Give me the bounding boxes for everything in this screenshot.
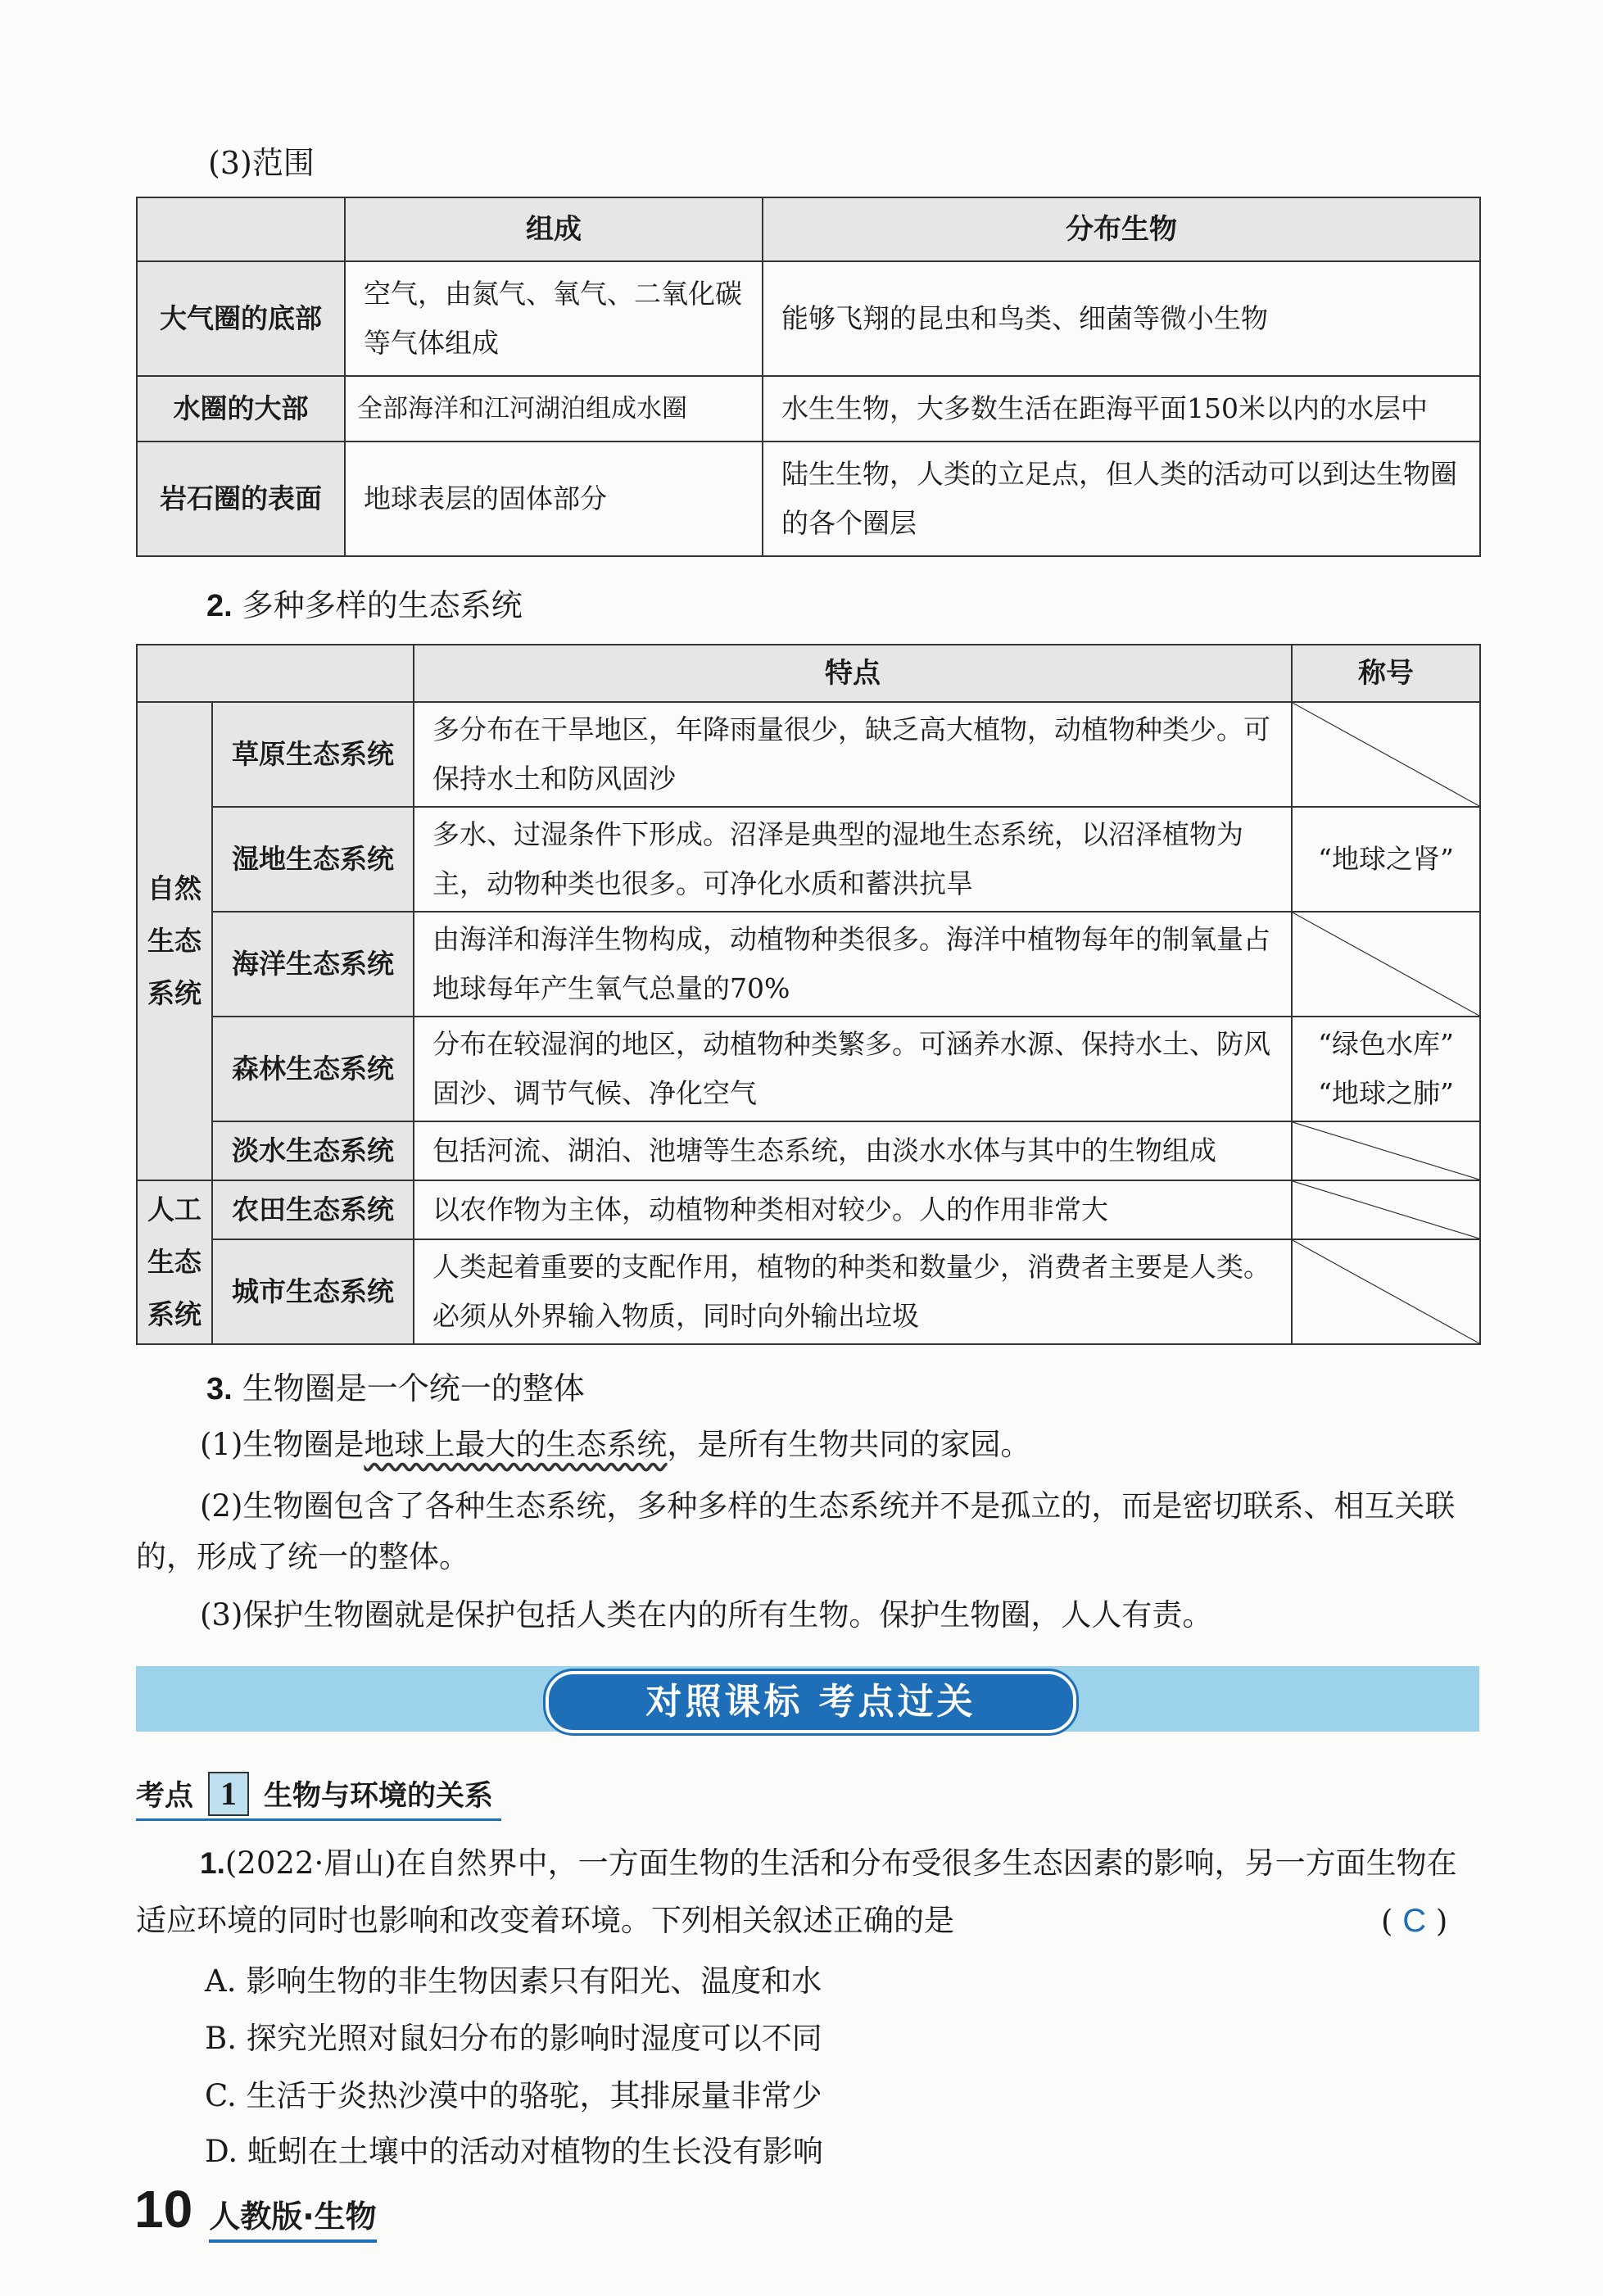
table2-header-blank — [137, 645, 414, 702]
ecosystem-feature: 包括河流、湖泊、池塘等生态系统，由淡水水体与其中的生物组成 — [414, 1121, 1292, 1180]
table1-row-organisms: 能够飞翔的昆虫和鸟类、细菌等微小生物 — [763, 261, 1480, 376]
table1-header-blank — [137, 197, 345, 261]
nickname-line: “绿色水库” — [1318, 1028, 1454, 1060]
category-natural: 自然生态系统 — [137, 702, 212, 1180]
kaodian-number: 1 — [208, 1772, 249, 1816]
p1-suffix: ，是所有生物共同的家园。 — [667, 1427, 1031, 1462]
nickname-empty-cell — [1292, 702, 1480, 807]
section-3-paragraph-2: (2)生物圈包含了各种生态系统，多种多样的生态系统并不是孤立的，而是密切联系、相互关联的，形成了统一的整体。 — [136, 1488, 1456, 1574]
table1-row-name: 水圈的大部 — [137, 376, 345, 442]
section-3-paragraph-1 — [200, 1425, 1030, 1465]
ecosystem-nickname: “地球之肾” — [1292, 807, 1480, 912]
ecosystem-table — [136, 644, 1481, 1345]
table1-row-name: 大气圈的底部 — [137, 261, 345, 376]
p1-emphasis: 地球上最大的生态系统 — [364, 1427, 668, 1462]
nickname-empty-cell — [1292, 1180, 1480, 1239]
table2-header-feature: 特点 — [414, 645, 1292, 702]
ecosystem-name: 海洋生态系统 — [212, 912, 414, 1017]
ecosystem-feature: 多分布在干旱地区，年降雨量很少，缺乏高大植物，动植物种类少。可保持水土和防风固沙 — [414, 702, 1292, 807]
option: A. 影响生物的非生物因素只有阳光、温度和水 — [205, 1963, 822, 1999]
section-2-number: 2. — [206, 589, 233, 623]
table1-row-organisms: 水生生物，大多数生活在距海平面150米以内的水层中 — [763, 376, 1480, 442]
nickname-line: “地球之肺” — [1318, 1077, 1454, 1109]
p1-prefix: (1)生物圈是 — [200, 1427, 365, 1462]
section-3-number: 3. — [206, 1372, 233, 1406]
section-2-text: 多种多样的生态系统 — [242, 587, 523, 623]
option: B. 探究光照对鼠妇分布的影响时湿度可以不同 — [205, 2021, 822, 2056]
table1-row-composition: 全部海洋和江河湖泊组成水圈 — [345, 376, 763, 442]
option: C. 生活于炎热沙漠中的骆驼，其排尿量非常少 — [205, 2078, 822, 2113]
ecosystem-feature: 以农作物为主体，动植物种类相对较少。人的作用非常大 — [414, 1180, 1292, 1239]
kaodian-heading — [136, 1769, 501, 1821]
ecosystem-feature: 人类起着重要的支配作用，植物的种类和数量少，消费者主要是人类。必须从外界输入物质，同时向外输出垃圾 — [414, 1239, 1292, 1344]
section-3-text: 生物圈是一个统一的整体 — [242, 1370, 585, 1406]
ecosystem-name: 农田生态系统 — [212, 1180, 414, 1239]
question-number: 1. — [200, 1846, 225, 1880]
table1-row-name: 岩石圈的表面 — [137, 442, 345, 556]
ecosystem-feature: 分布在较湿润的地区，动植物种类繁多。可涵养水源、保持水土、防风固沙、调节气候、净化空气 — [414, 1017, 1292, 1121]
biosphere-range-table — [136, 197, 1481, 557]
nickname-empty-cell — [1292, 912, 1480, 1017]
answer-bracket — [1381, 1892, 1447, 1950]
question-stem — [136, 1835, 1479, 1950]
section-3-title — [206, 1363, 585, 1408]
nickname-empty-cell — [1292, 1239, 1480, 1344]
kaodian-label: 考点 — [136, 1780, 194, 1813]
kaodian-title: 生物与环境的关系 — [264, 1780, 494, 1813]
paren-close: ) — [1435, 1904, 1448, 1939]
page-footer — [134, 2179, 377, 2243]
book-title: 人教版·生物 — [209, 2191, 376, 2243]
category-artificial: 人工生态系统 — [137, 1180, 212, 1344]
nickname-empty-cell — [1292, 1121, 1480, 1180]
table1-header-organisms: 分布生物 — [763, 197, 1480, 261]
ecosystem-name: 淡水生态系统 — [212, 1121, 414, 1180]
option: D. 蚯蚓在土壤中的活动对植物的生长没有影响 — [205, 2134, 823, 2169]
table1-header-composition: 组成 — [345, 197, 763, 261]
ecosystem-name: 森林生态系统 — [212, 1017, 414, 1121]
section-subtitle: (3)范围 — [208, 145, 315, 181]
question-text: 在自然界中，一方面生物的生活和分布受很多生态因素的影响，另一方面生物在适应环境的同时也影响和改变着环境。下列相关叙述正确的是 — [136, 1845, 1457, 1938]
section-2-title — [206, 580, 523, 625]
ecosystem-name: 湿地生态系统 — [212, 807, 414, 912]
table1-row-organisms: 陆生生物，人类的立足点，但人类的活动可以到达生物圈的各个圈层 — [763, 442, 1480, 556]
ecosystem-name: 草原生态系统 — [212, 702, 414, 807]
page-number: 10 — [134, 2180, 193, 2239]
table1-row-composition: 地球表层的固体部分 — [345, 442, 763, 556]
question-source: (2022·眉山) — [224, 1845, 396, 1881]
ecosystem-name: 城市生态系统 — [212, 1239, 414, 1344]
ecosystem-feature: 由海洋和海洋生物构成，动植物种类很多。海洋中植物每年的制氧量占地球每年产生氧气总量的70% — [414, 912, 1292, 1017]
answer-letter: C — [1402, 1903, 1427, 1939]
section-banner-title: 对照课标 考点过关 — [546, 1671, 1076, 1733]
table1-row-composition: 空气，由氮气、氧气、二氧化碳等气体组成 — [345, 261, 763, 376]
paren-open: ( — [1381, 1904, 1393, 1939]
ecosystem-feature: 多水、过湿条件下形成。沼泽是典型的湿地生态系统，以沼泽植物为主，动物种类也很多。可净化水质和蓄洪抗旱 — [414, 807, 1292, 912]
section-3-paragraph-3: (3)保护生物圈就是保护包括人类在内的所有生物。保护生物圈，人人有责。 — [200, 1597, 1213, 1633]
table2-header-nickname: 称号 — [1292, 645, 1480, 702]
ecosystem-nickname — [1292, 1017, 1480, 1121]
